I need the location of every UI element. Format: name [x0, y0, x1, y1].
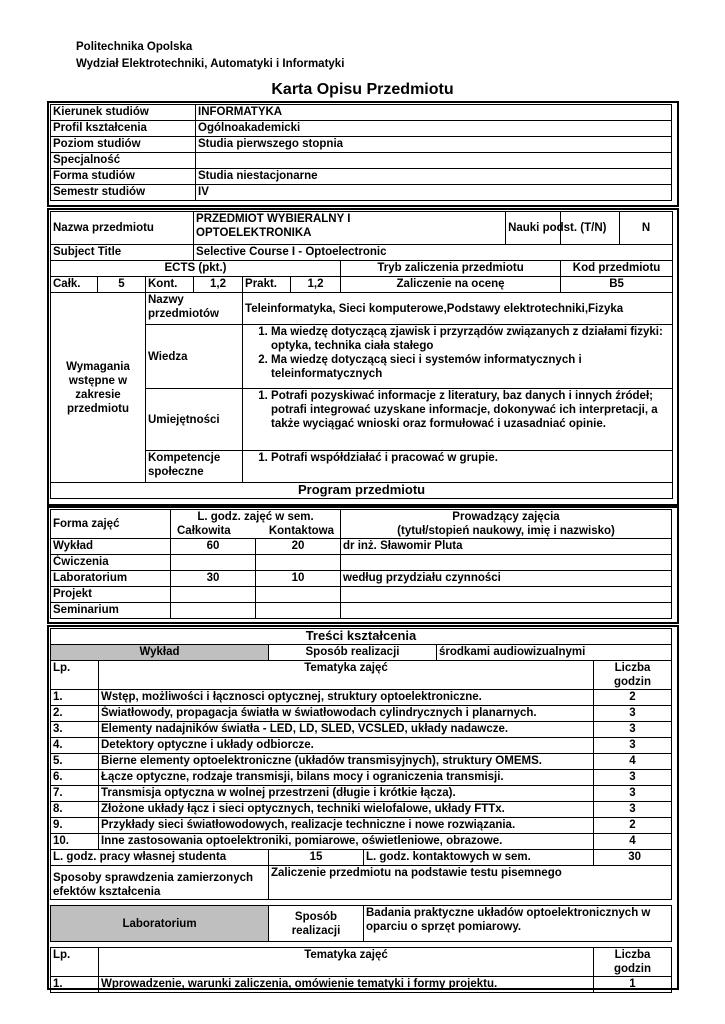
table-row	[51, 834, 672, 850]
topic-lp: 1.	[51, 977, 99, 993]
lab-lp-header: Lp.	[51, 948, 99, 977]
ects-practical-value: 1,2	[291, 277, 341, 293]
social-label	[146, 451, 243, 483]
list-item: 1. Ma wiedzę dotyczącą zjawisk i przyrządów związanych z działami fizyki: optyka, technika ciała stałego	[271, 325, 670, 353]
lab-method-line1: Badania praktyczne układów optoelektronicznych w	[366, 907, 651, 919]
topic-text: Złożone układy łącz i sieci optycznych, techniki wielofalowe, układy FTTx.	[99, 802, 594, 818]
topic-text: Wstęp, możliwości i łącznosci optycznej, struktury optoelektroniczne.	[99, 690, 594, 706]
mode-value: Zaliczenie na ocenę	[341, 277, 561, 293]
lecturer-label-1: Prowadzący zajęcia	[452, 511, 560, 523]
topic-hours: 1	[594, 977, 672, 993]
verify-label-1: Sposoby sprawdzenia zamierzonych	[53, 872, 254, 884]
topic-hours: 2	[594, 818, 672, 834]
study-value: Ogólnoakademicki	[196, 121, 672, 137]
social-list	[245, 451, 670, 465]
program-row	[51, 603, 672, 619]
table-row	[51, 722, 672, 738]
study-value: Studia pierwszego stopnia	[196, 137, 672, 153]
list-item: 1. Potrafi pozyskiwać informacje z literatury, baz danych i innych źródeł; potrafi integrować uzyskane informacje, dokonywać ich interpretacji, a także wyciągać wnioski oraz formułować i uzasadniać opinie.	[271, 389, 670, 431]
social-label-2: społeczne	[148, 466, 204, 478]
study-label: Forma studiów	[51, 169, 196, 185]
table-row	[51, 754, 672, 770]
ects-practical-label: Prakt.	[243, 277, 291, 293]
topic-text: Światłowody, propagacja światła w światłowodach cylindrycznych i planarnych.	[99, 706, 594, 722]
ects-contact-label: Kont.	[146, 277, 194, 293]
topic-lp: 8.	[51, 802, 99, 818]
lecture-label: Wykład	[51, 645, 269, 661]
topic-hours: 3	[594, 706, 672, 722]
study-info-table	[50, 104, 672, 201]
program-row	[51, 587, 672, 603]
skills-list-cell	[243, 389, 673, 451]
study-label: Profil kształcenia	[51, 121, 196, 137]
topic-text: Detektory optyczne i układy odbiorcze.	[99, 738, 594, 754]
program-form: Ćwiczenia	[51, 555, 171, 571]
table-row	[51, 802, 672, 818]
course-name-line1: PRZEDMIOT WYBIERALNY I	[196, 213, 351, 225]
table-row	[51, 818, 672, 834]
program-contact	[256, 587, 341, 603]
table-row	[51, 977, 672, 993]
university-name: Politechnika Opolska	[76, 41, 193, 53]
topic-lp: 1.	[51, 690, 99, 706]
topic-hours: 3	[594, 786, 672, 802]
verify-value: Zaliczenie przedmiotu na podstawie testu pisemnego	[269, 866, 672, 900]
hours-contact-label: Kontaktowa	[268, 525, 335, 537]
course-name-line2: OPTOELEKTRONIKA	[196, 227, 312, 239]
lab-method-value	[364, 906, 672, 942]
topic-hours: 4	[594, 754, 672, 770]
table-row	[51, 770, 672, 786]
social-label-1: Kompetencje	[148, 452, 221, 464]
verify-label	[51, 866, 269, 900]
course-name-label: Nazwa przedmiotu	[51, 212, 194, 245]
study-value	[196, 153, 672, 169]
list-item: 1. Potrafi współdziałać i pracować w grupie.	[271, 451, 670, 465]
prereq-label-line2: wstępne w	[68, 374, 128, 387]
basic-science-text: Nauki podst. (T/N)	[508, 222, 607, 234]
topic-text: Wprowadzenie, warunki zaliczenia, omówienie tematyki i formy projektu.	[99, 977, 594, 993]
faculty-name: Wydział Elektrotechniki, Automatyki i Informatyki	[76, 58, 345, 70]
skills-list	[245, 389, 670, 431]
prereq-label-line3: zakresie	[75, 388, 121, 401]
table-row	[51, 690, 672, 706]
topic-text: Przykłady sieci światłowodowych, realizacje techniczne i nowe rozwiązania.	[99, 818, 594, 834]
prereq-label-line1: Wymagania	[66, 360, 130, 373]
lab-method-line2: oparciu o sprzęt pomiarowy.	[366, 921, 522, 933]
contact-hours-label: L. godz. kontaktowych w sem.	[364, 850, 594, 866]
code-label: Kod przedmiotu	[561, 261, 673, 277]
hours-header	[171, 510, 341, 539]
program-lecturer: dr inż. Sławomir Pluta	[341, 539, 672, 555]
study-value: IV	[196, 185, 672, 201]
program-total: 30	[171, 571, 256, 587]
lecturer-header	[341, 510, 672, 539]
topic-header: Tematyka zajęć	[99, 661, 594, 690]
program-form: Laboratorium	[51, 571, 171, 587]
topic-text: Bierne elementy optoelektroniczne (układów transmisyjnych), struktury OMEMS.	[99, 754, 594, 770]
lab-label: Laboratorium	[51, 906, 269, 942]
topic-lp: 2.	[51, 706, 99, 722]
social-list-cell	[243, 451, 673, 483]
table-row	[51, 786, 672, 802]
ects-contact-value: 1,2	[194, 277, 243, 293]
program-table	[50, 509, 672, 619]
topic-hours: 2	[594, 690, 672, 706]
program-form: Projekt	[51, 587, 171, 603]
prereq-subjects-label-2: przedmiotów	[148, 308, 219, 320]
study-label: Kierunek studiów	[51, 105, 196, 121]
course-table	[50, 211, 673, 499]
topic-text: Transmisja optyczna w wolnej przestrzeni (długie i krótkie łącza).	[99, 786, 594, 802]
subject-title-value: Selective Course I - Optoelectronic	[194, 245, 673, 261]
program-lecturer: według przydziału czynności	[341, 571, 672, 587]
card-title: Karta Opisu Przedmiotu	[271, 81, 454, 98]
form-label: Forma zajęć	[51, 510, 171, 539]
topic-lp: 5.	[51, 754, 99, 770]
topic-lp: 4.	[51, 738, 99, 754]
knowledge-list-cell	[243, 325, 673, 389]
ects-total-label: Całk.	[51, 277, 98, 293]
lecture-method-label: Sposób realizacji	[269, 645, 437, 661]
basic-science-cell	[508, 212, 673, 245]
skills-label: Umiejętności	[146, 389, 243, 451]
topic-hours: 3	[594, 738, 672, 754]
lp-header: Lp.	[51, 661, 99, 690]
topic-text: Inne zastosowania optoelektroniki, pomiarowe, oświetleniowe, obrazowe.	[99, 834, 594, 850]
prereq-label-line4: przedmiotu	[67, 402, 129, 415]
program-row	[51, 555, 672, 571]
topic-lp: 7.	[51, 786, 99, 802]
lab-hours-header: Liczba godzin	[594, 948, 672, 977]
own-work-value: 15	[269, 850, 364, 866]
content-table	[50, 628, 672, 993]
study-row	[51, 105, 672, 121]
topic-lp: 6.	[51, 770, 99, 786]
topic-text: Łącze optyczne, rodzaje transmisji, bilans mocy i ograniczenia transmisji.	[99, 770, 594, 786]
study-row	[51, 121, 672, 137]
study-row	[51, 153, 672, 169]
basic-science-value: N	[619, 212, 672, 244]
prerequisites-label	[51, 293, 146, 483]
prereq-subjects-label-1: Nazwy	[148, 294, 184, 306]
course-name-value	[194, 212, 506, 245]
study-label: Semestr studiów	[51, 185, 196, 201]
table-row	[51, 706, 672, 722]
lab-topic-header: Tematyka zajęć	[99, 948, 594, 977]
knowledge-list	[245, 325, 670, 381]
program-total	[171, 555, 256, 571]
hours-count-header: Liczba godzin	[594, 661, 672, 690]
code-value: B5	[561, 277, 673, 293]
mode-label: Tryb zaliczenia przedmiotu	[341, 261, 561, 277]
list-item: 2. Ma wiedzę dotyczącą sieci i systemów informatycznych i teleinformatycznych	[271, 353, 670, 381]
prereq-subjects-value: Teleinformatyka, Sieci komputerowe,Podstawy elektrotechniki,Fizyka	[243, 293, 673, 325]
content-title: Treści kształcenia	[51, 629, 672, 645]
topic-hours: 3	[594, 802, 672, 818]
program-lecturer	[341, 555, 672, 571]
prereq-subjects-label	[146, 293, 243, 325]
program-total: 60	[171, 539, 256, 555]
topic-hours: 3	[594, 722, 672, 738]
program-contact	[256, 603, 341, 619]
study-value: INFORMATYKA	[196, 105, 672, 121]
program-row	[51, 571, 672, 587]
subject-title-label: Subject Title	[51, 245, 194, 261]
study-row	[51, 137, 672, 153]
hours-total-label: Całkowita	[177, 525, 231, 537]
table-row	[51, 738, 672, 754]
topic-hours: 3	[594, 770, 672, 786]
lab-method-label: Sposób realizacji	[269, 906, 364, 942]
lecturer-label-2: (tytuł/stopień naukowy, imię i nazwisko)	[397, 525, 615, 537]
contact-hours-value: 30	[594, 850, 672, 866]
program-form: Seminarium	[51, 603, 171, 619]
own-work-label: L. godz. pracy własnej studenta	[51, 850, 269, 866]
program-row	[51, 539, 672, 555]
topic-hours: 4	[594, 834, 672, 850]
program-total	[171, 603, 256, 619]
topic-lp: 9.	[51, 818, 99, 834]
ects-label: ECTS (pkt.)	[51, 261, 341, 277]
program-contact: 10	[256, 571, 341, 587]
program-lecturer	[341, 603, 672, 619]
study-label: Poziom studiów	[51, 137, 196, 153]
study-value: Studia niestacjonarne	[196, 169, 672, 185]
study-label: Specjalność	[51, 153, 196, 169]
program-form: Wykład	[51, 539, 171, 555]
program-contact	[256, 555, 341, 571]
ects-total-value: 5	[98, 277, 146, 293]
knowledge-label: Wiedza	[146, 325, 243, 389]
program-total	[171, 587, 256, 603]
study-row	[51, 169, 672, 185]
lecture-method-value: środkami audiowizualnymi	[437, 645, 672, 661]
program-lecturer	[341, 587, 672, 603]
hours-label: L. godz. zajęć w sem.	[197, 511, 314, 523]
program-contact: 20	[256, 539, 341, 555]
topic-text: Elementy nadajników światła - LED, LD, SLED, VCSLED, układy nadawcze.	[99, 722, 594, 738]
program-title: Program przedmiotu	[51, 483, 673, 499]
verify-label-2: efektów kształcenia	[53, 886, 161, 898]
topic-lp: 3.	[51, 722, 99, 738]
study-row	[51, 185, 672, 201]
topic-lp: 10.	[51, 834, 99, 850]
